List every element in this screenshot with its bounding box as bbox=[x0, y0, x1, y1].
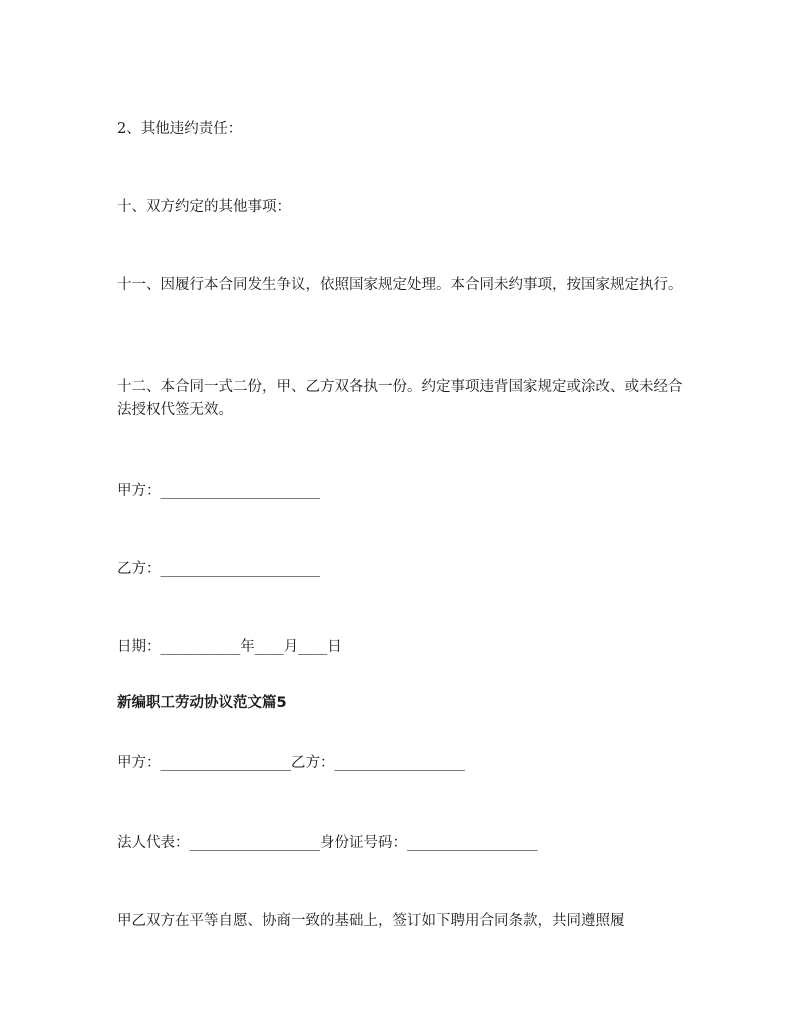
legal-representative-line: 法人代表：__________________身份证号码：__________________ bbox=[117, 835, 538, 851]
clause-other-liability: 2、其他违约责任： bbox=[117, 121, 243, 137]
clause-11-disputes: 十一、因履行本合同发生争议，依照国家规定处理。本合同未约事项，按国家规定执行。 bbox=[117, 277, 683, 293]
party-a-signature-line: 甲方：______________________ bbox=[117, 483, 320, 499]
clause-12-copies: 十二、本合同一式二份，甲、乙方双各执一份。约定事项违背国家规定或涂改、或未经合法授权代签无效。 bbox=[117, 379, 683, 418]
section-title: 新编职工劳动协议范文篇5 bbox=[117, 695, 287, 711]
parties-line: 甲方：__________________乙方：__________________ bbox=[117, 755, 465, 771]
intro-paragraph: 甲乙双方在平等自愿、协商一致的基础上，签订如下聘用合同条款，共同遵照履 bbox=[117, 913, 625, 929]
date-line: 日期：___________年____月____日 bbox=[117, 639, 342, 655]
clause-10-other-matters: 十、双方约定的其他事项： bbox=[117, 199, 291, 215]
party-b-signature-line: 乙方：______________________ bbox=[117, 561, 320, 577]
